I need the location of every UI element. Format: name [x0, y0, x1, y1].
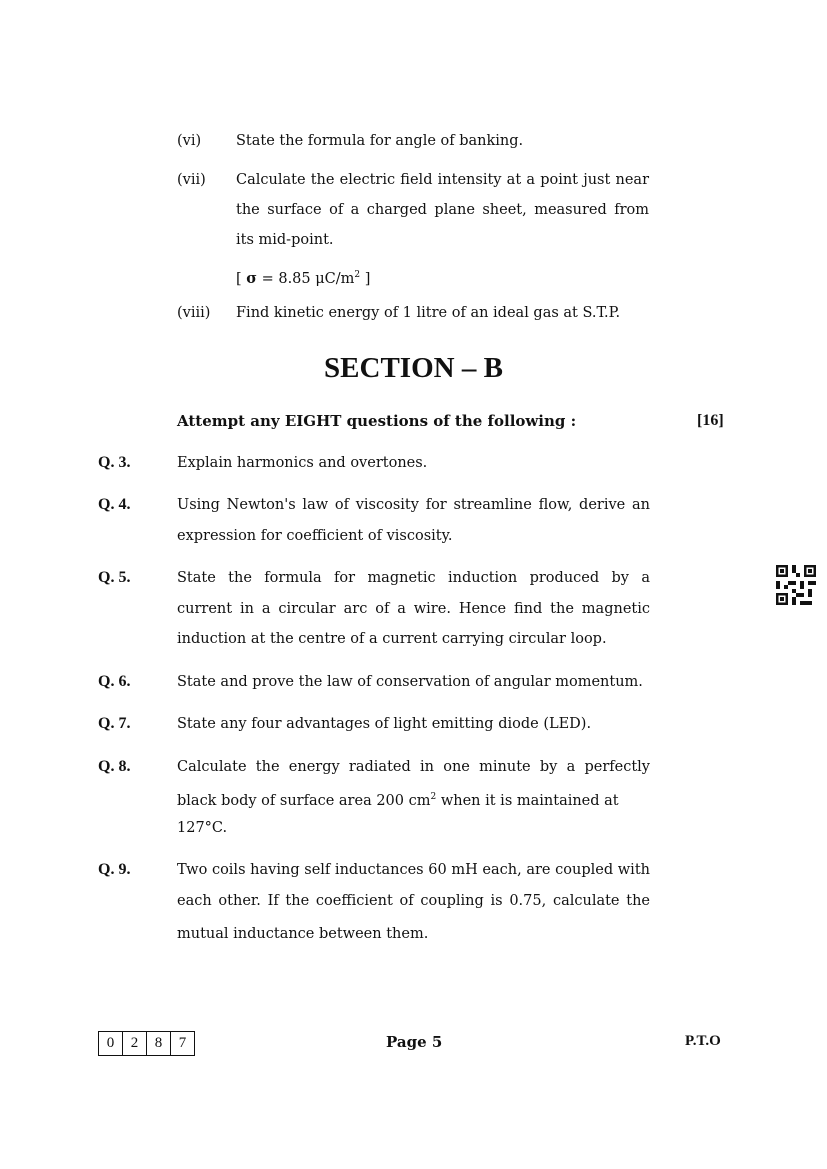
question-text: [177, 788, 650, 810]
text: black body of surface area 200 cm: [177, 792, 431, 809]
page-number: Page 5: [386, 1033, 443, 1051]
code-digit: 8: [147, 1032, 171, 1055]
question-text: State the formula for magnetic induction produced by a: [177, 570, 650, 586]
question-number: Q. 4.: [98, 496, 131, 513]
question-number: Q. 6.: [98, 673, 131, 690]
question-text: Explain harmonics and overtones.: [177, 455, 428, 471]
subq-text: State the formula for angle of banking.: [236, 133, 524, 149]
bracket: [: [236, 270, 247, 287]
question-text: current in a circular arc of a wire. Hence find the magnetic: [177, 601, 650, 617]
superscript: 2: [430, 792, 437, 802]
code-digit: 2: [123, 1032, 147, 1055]
text: when it is maintained at: [436, 792, 619, 809]
subq-text: the surface of a charged plane sheet, measured from: [236, 202, 649, 218]
code-digit: 7: [178, 1035, 187, 1051]
code-digit: 0: [99, 1032, 123, 1055]
subq-text: its mid-point.: [236, 232, 334, 248]
question-text: Two coils having self inductances 60 mH each, are coupled with: [177, 862, 650, 878]
question-text: each other. If the coefficient of coupling is 0.75, calculate the: [177, 893, 650, 909]
section-title: SECTION – B: [324, 352, 503, 384]
bracket: ]: [360, 270, 371, 287]
superscript: 2: [354, 270, 361, 280]
question-text: 127°C.: [177, 820, 228, 836]
paper-code: [98, 1031, 195, 1056]
question-number: Q. 7.: [98, 715, 131, 732]
qr-code-icon: [776, 565, 816, 605]
subq-text: Calculate the electric field intensity at a point just near: [236, 172, 649, 188]
question-number: Q. 9.: [98, 861, 131, 878]
subq-number: (vii): [177, 172, 206, 188]
subq-text: Find kinetic energy of 1 litre of an ideal gas at S.T.P.: [236, 305, 621, 321]
question-text: State and prove the law of conservation of angular momentum.: [177, 674, 643, 690]
sigma-symbol: σ: [246, 269, 257, 287]
question-text: induction at the centre of a current carrying circular loop.: [177, 631, 607, 647]
question-text: mutual inductance between them.: [177, 926, 429, 942]
question-text: expression for coefficient of viscosity.: [177, 528, 453, 544]
subq-number: (vi): [177, 133, 202, 149]
instruction: Attempt any EIGHT questions of the following :: [177, 412, 577, 430]
subq-number: (viii): [177, 305, 211, 321]
question-text: Using Newton's law of viscosity for streamline flow, derive an: [177, 497, 650, 513]
question-number: Q. 3.: [98, 454, 131, 471]
question-number: Q. 8.: [98, 758, 131, 775]
please-turn-over: P.T.O: [685, 1033, 721, 1049]
question-text: State any four advantages of light emitting diode (LED).: [177, 716, 592, 732]
marks: [16]: [697, 412, 724, 429]
question-number: Q. 5.: [98, 569, 131, 586]
question-text: Calculate the energy radiated in one minute by a perfectly: [177, 759, 650, 775]
given-value: [236, 266, 649, 288]
value: = 8.85 μC/m: [256, 270, 355, 287]
